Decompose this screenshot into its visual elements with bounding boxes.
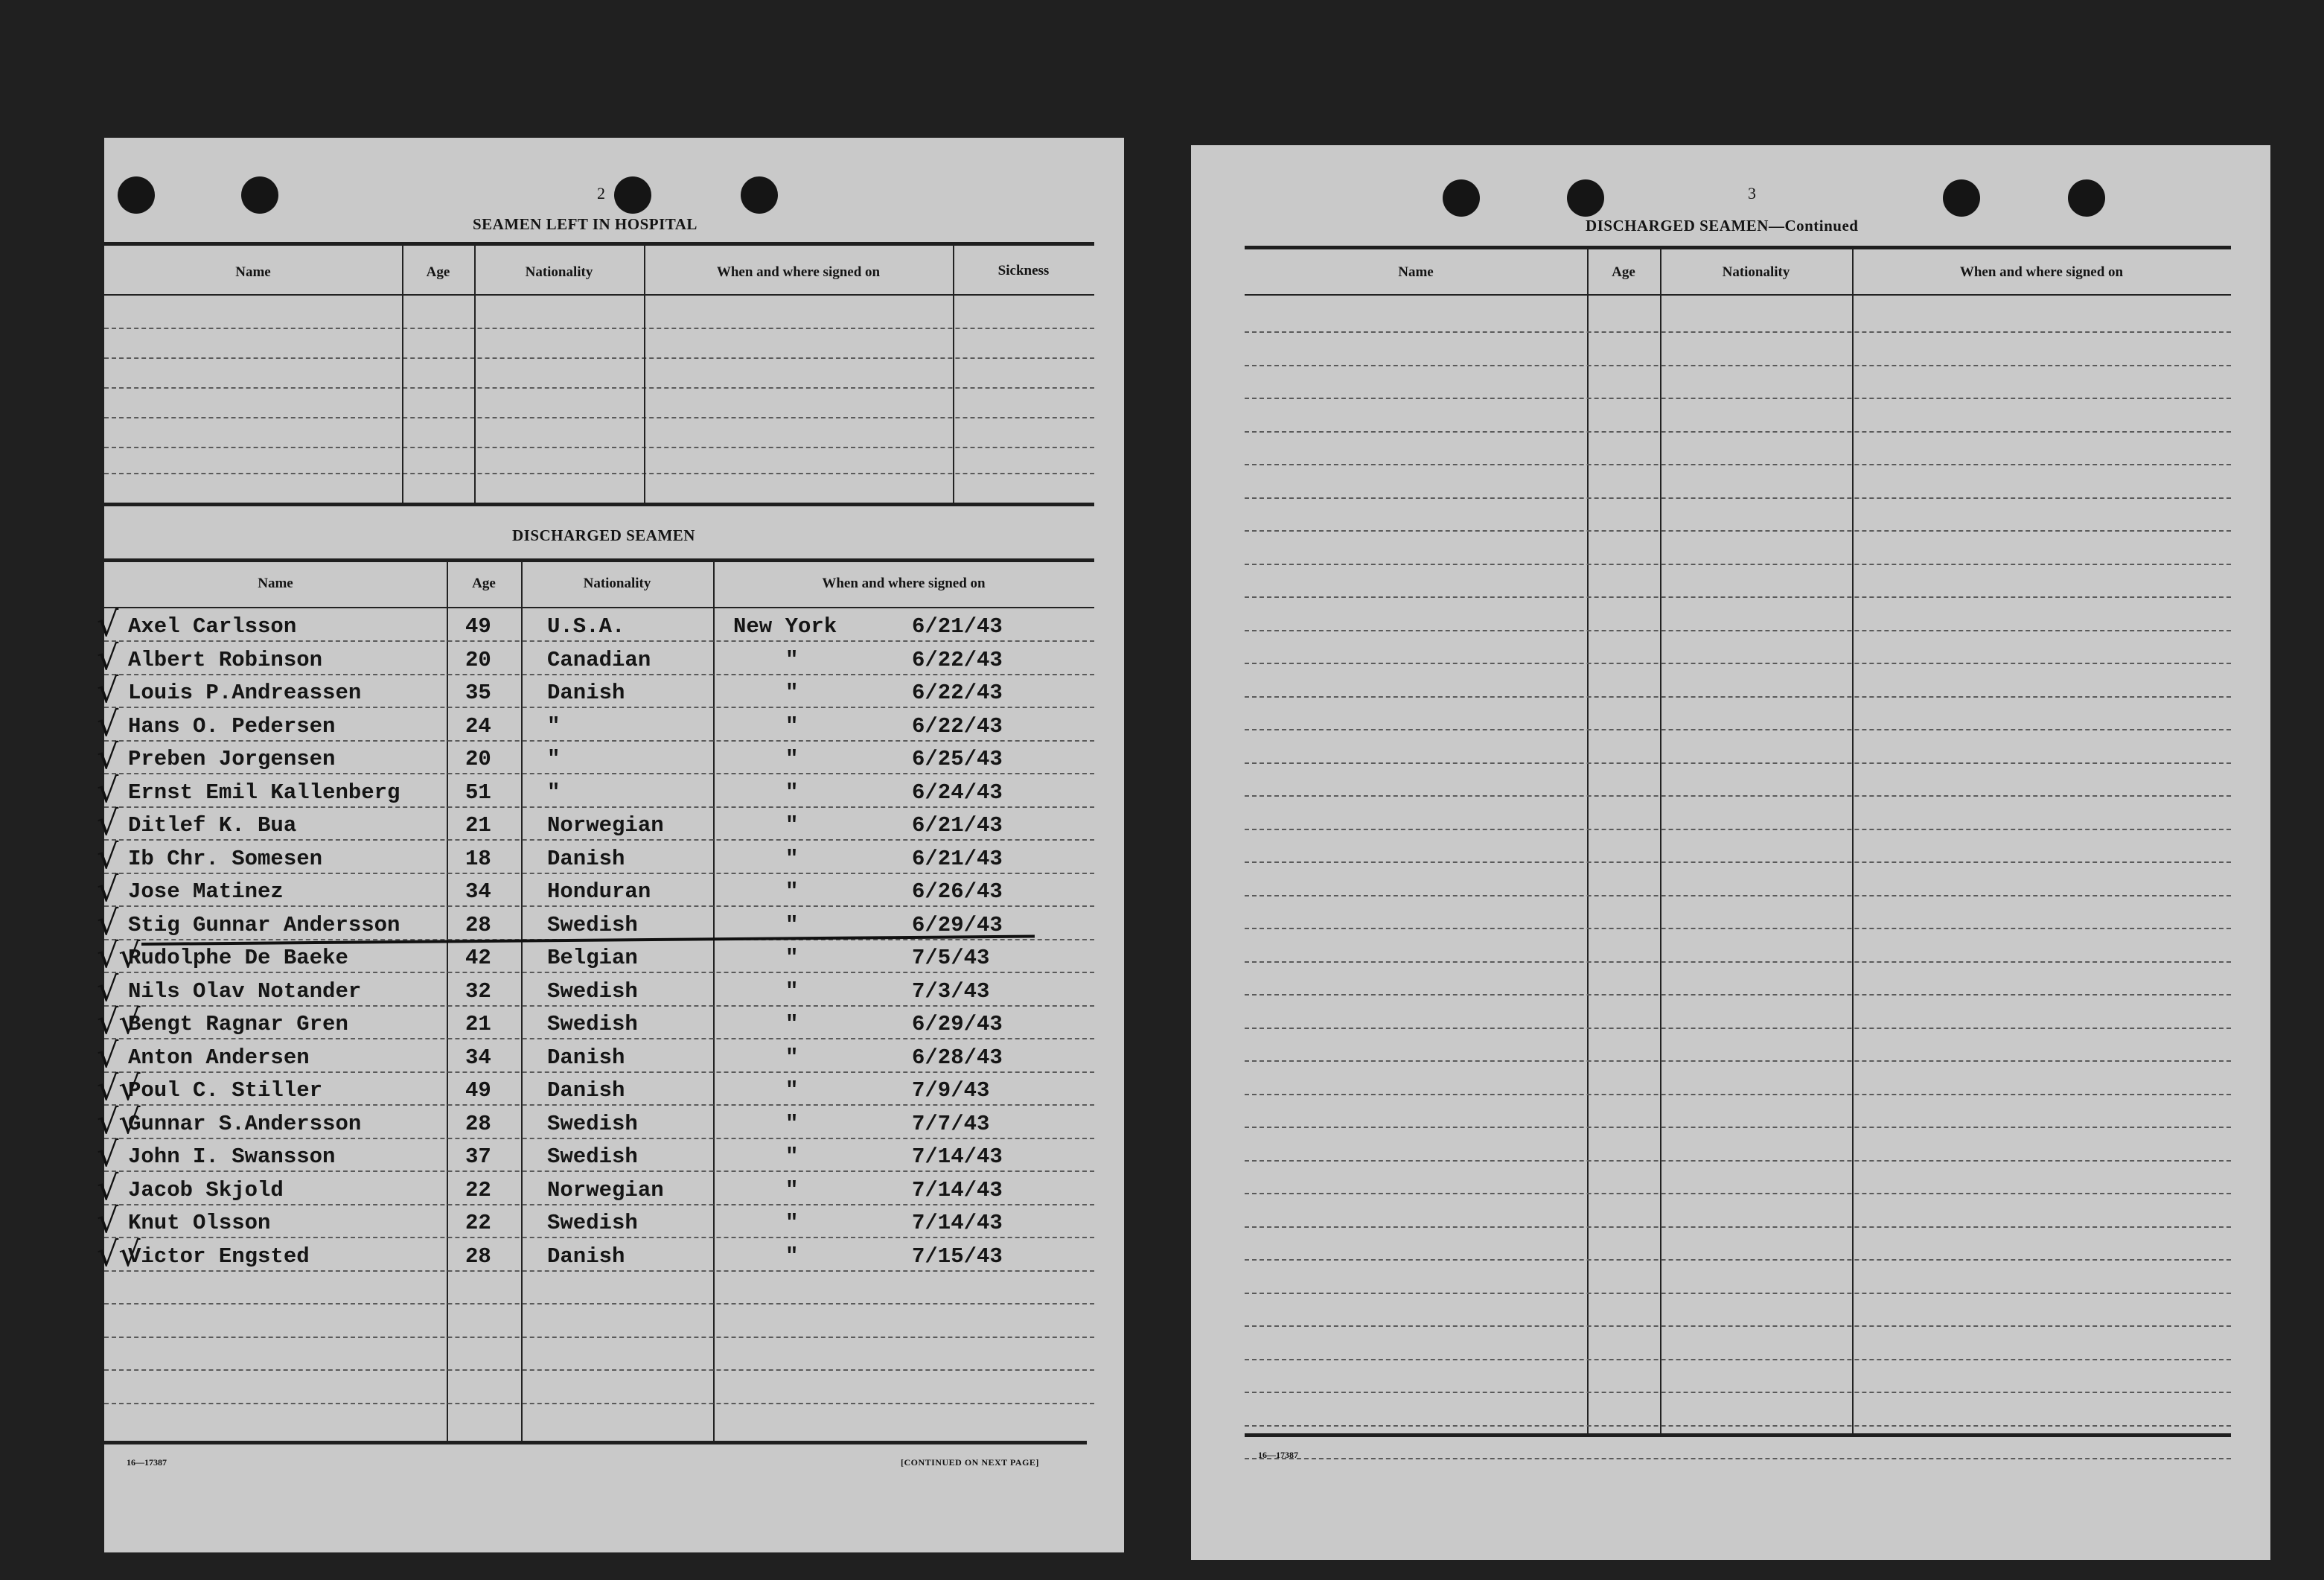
seaman-nationality: Danish (547, 1244, 625, 1269)
table-row-line (104, 1071, 1094, 1073)
table-row-line (104, 707, 1094, 708)
table-row-line (104, 873, 1094, 874)
table-row-line (104, 740, 1094, 742)
seaman-name: Ib Chr. Somesen (128, 847, 323, 871)
signed-on-date: 6/22/43 (912, 714, 1003, 739)
table-row-line (1245, 1425, 2231, 1427)
check-mark: √ (97, 803, 119, 843)
right-col-divider (1660, 248, 1661, 1433)
table-row-line (1245, 861, 2231, 863)
table-row-line (1245, 497, 2231, 499)
check-mark: √ (97, 1035, 119, 1075)
seaman-nationality: Swedish (547, 1012, 638, 1036)
hospital-row-line (104, 417, 1094, 418)
table-row-line (1245, 696, 2231, 698)
seaman-age: 32 (465, 979, 491, 1004)
table-row-line (104, 1403, 1094, 1404)
right-bottom-rule (1245, 1433, 2231, 1437)
seaman-name: John I. Swansson (128, 1144, 336, 1169)
signed-on-place: " (785, 1178, 799, 1202)
seaman-nationality: Norwegian (547, 813, 664, 838)
seaman-name: Axel Carlsson (128, 614, 297, 639)
signed-on-date: 7/14/43 (912, 1178, 1003, 1202)
table-row-line (104, 1104, 1094, 1106)
table-row-line (104, 905, 1094, 907)
signed-on-date: 6/21/43 (912, 614, 1003, 639)
right-col-header: Name (1398, 264, 1434, 280)
seaman-name: Hans O. Pedersen (128, 714, 336, 739)
signed-on-place: " (785, 1012, 799, 1036)
seaman-age: 49 (465, 614, 491, 639)
seaman-age: 20 (465, 747, 491, 771)
signed-on-place: " (785, 946, 799, 970)
page-number: 2 (597, 184, 605, 203)
signed-on-place: " (785, 1045, 799, 1070)
right-col-divider (1587, 248, 1589, 1433)
table-row-line (104, 1038, 1094, 1039)
signed-on-place: " (785, 813, 799, 838)
check-mark: √ (97, 869, 119, 909)
seaman-name: Louis P.Andreassen (128, 681, 362, 705)
hospital-row-line (104, 328, 1094, 329)
discharged-col-header: Age (472, 576, 496, 591)
signed-on-date: 7/15/43 (912, 1244, 1003, 1269)
seaman-age: 37 (465, 1144, 491, 1169)
table-row-line (1245, 1193, 2231, 1194)
seaman-nationality: Honduran (547, 879, 651, 904)
seaman-name: Knut Olsson (128, 1211, 271, 1235)
table-row-line (1245, 1325, 2231, 1327)
table-row-line (1245, 1127, 2231, 1128)
check-mark: √ (97, 604, 119, 644)
discharged-top-rule (104, 558, 1094, 562)
table-row-line (1245, 398, 2231, 399)
table-row-line (104, 1270, 1094, 1272)
signed-on-date: 7/5/43 (912, 946, 990, 970)
seaman-name: Albert Robinson (128, 648, 323, 672)
seaman-name: Nils Olav Notander (128, 979, 362, 1004)
seaman-age: 49 (465, 1078, 491, 1103)
signed-on-place: " (785, 648, 799, 672)
discharged-section-title: DISCHARGED SEAMEN (512, 526, 695, 544)
signed-on-date: 6/22/43 (912, 648, 1003, 672)
left-page (97, 138, 1124, 1552)
table-row-line (1245, 331, 2231, 333)
punch-hole-icon (2068, 179, 2105, 217)
signed-on-place: " (785, 1078, 799, 1103)
punch-hole-icon (241, 176, 278, 214)
seaman-age: 42 (465, 946, 491, 970)
signed-on-place: " (785, 681, 799, 705)
table-row-line (1245, 762, 2231, 764)
discharged-col-header: When and where signed on (822, 576, 986, 591)
hospital-row-line (104, 447, 1094, 448)
hospital-row-line (104, 473, 1094, 474)
signed-on-place: " (785, 1244, 799, 1269)
seaman-age: 20 (465, 648, 491, 672)
right-header-rule (1245, 294, 2231, 296)
form-number: 16—17387 (127, 1457, 167, 1468)
table-row-line (1245, 464, 2231, 465)
seaman-nationality: " (547, 780, 561, 805)
hospital-col-divider (474, 244, 476, 503)
signed-on-date: 7/7/43 (912, 1112, 990, 1136)
seaman-nationality: Swedish (547, 913, 638, 937)
seaman-name: Rudolphe De Baeke (128, 946, 348, 970)
table-row-line (104, 1138, 1094, 1139)
signed-on-place: New York (733, 614, 837, 639)
table-row-line (104, 1204, 1094, 1205)
table-row-line (1245, 365, 2231, 366)
seaman-age: 35 (465, 681, 491, 705)
seaman-name: Ernst Emil Kallenberg (128, 780, 400, 805)
form-number: 16—17387 (1258, 1450, 1298, 1460)
seaman-nationality: Canadian (547, 648, 651, 672)
seaman-nationality: Swedish (547, 979, 638, 1004)
signed-on-place: " (785, 979, 799, 1004)
table-row-line (1245, 1160, 2231, 1162)
signed-on-place: " (785, 913, 799, 937)
seaman-nationality: Swedish (547, 1144, 638, 1169)
signed-on-date: 6/25/43 (912, 747, 1003, 771)
table-row-line (104, 674, 1094, 675)
right-col-header: When and where signed on (1959, 264, 2124, 280)
seaman-name: Bengt Ragnar Gren (128, 1012, 348, 1036)
table-row-line (104, 773, 1094, 774)
check-mark: √ (97, 1134, 119, 1174)
check-mark: √ (97, 637, 119, 678)
seaman-name: Anton Andersen (128, 1045, 310, 1070)
discharged-col-header: Nationality (583, 576, 651, 591)
continued-note: [CONTINUED ON NEXT PAGE] (901, 1457, 1039, 1468)
signed-on-date: 7/14/43 (912, 1211, 1003, 1235)
check-mark: √√ (97, 1001, 141, 1042)
table-row-line (1245, 928, 2231, 929)
right-col-divider (1852, 248, 1854, 1433)
discharged-col-divider (447, 561, 448, 1441)
hospital-bottom-rule (104, 503, 1094, 506)
signed-on-date: 7/9/43 (912, 1078, 990, 1103)
table-row-line (1245, 961, 2231, 963)
right-col-header: Nationality (1722, 264, 1790, 280)
signed-on-date: 6/21/43 (912, 813, 1003, 838)
seaman-age: 28 (465, 1244, 491, 1269)
discharged-header-rule (104, 607, 1094, 608)
table-row-line (1245, 729, 2231, 730)
check-mark: √ (97, 736, 119, 777)
table-row-line (1245, 1458, 2231, 1459)
punch-hole-icon (1943, 179, 1980, 217)
seaman-age: 28 (465, 1112, 491, 1136)
signed-on-place: " (785, 780, 799, 805)
seaman-age: 18 (465, 847, 491, 871)
signed-on-place: " (785, 879, 799, 904)
discharged-col-header: Name (258, 576, 293, 591)
signed-on-place: " (785, 714, 799, 739)
right-col-header: Age (1612, 264, 1635, 280)
check-mark: √√ (97, 935, 141, 975)
check-mark: √√ (97, 1068, 141, 1108)
table-row-line (1245, 1359, 2231, 1360)
signed-on-date: 6/29/43 (912, 913, 1003, 937)
check-mark: √ (97, 770, 119, 810)
hospital-col-header: Age (426, 264, 450, 280)
signed-on-date: 7/14/43 (912, 1144, 1003, 1169)
table-row-line (104, 806, 1094, 808)
check-mark: √ (97, 836, 119, 876)
discharged-bottom-rule (104, 1441, 1087, 1444)
seaman-age: 51 (465, 780, 491, 805)
table-row-line (104, 839, 1094, 841)
seaman-name: Poul C. Stiller (128, 1078, 323, 1103)
table-row-line (1245, 795, 2231, 797)
hospital-row-line (104, 387, 1094, 389)
table-row-line (1245, 1060, 2231, 1062)
signed-on-place: " (785, 747, 799, 771)
signed-on-place: " (785, 1144, 799, 1169)
table-row-line (1245, 596, 2231, 598)
seaman-nationality: Swedish (547, 1112, 638, 1136)
table-row-line (104, 1237, 1094, 1238)
seaman-age: 21 (465, 1012, 491, 1036)
table-row-line (1245, 630, 2231, 631)
table-row-line (1245, 1226, 2231, 1228)
punch-hole-icon (741, 176, 778, 214)
seaman-nationality: " (547, 747, 561, 771)
punch-hole-icon (1443, 179, 1480, 217)
check-mark: √ (97, 704, 119, 744)
seaman-nationality: Danish (547, 847, 625, 871)
table-row-line (104, 1369, 1094, 1371)
signed-on-place: " (785, 1211, 799, 1235)
check-mark: √√ (97, 1234, 141, 1274)
signed-on-place: " (785, 847, 799, 871)
hospital-section-title: SEAMEN LEFT IN HOSPITAL (473, 215, 697, 233)
seaman-age: 24 (465, 714, 491, 739)
table-row-line (104, 1005, 1094, 1007)
punch-hole-icon (614, 176, 651, 214)
seaman-age: 22 (465, 1178, 491, 1202)
seaman-nationality: Belgian (547, 946, 638, 970)
table-row-line (104, 1303, 1094, 1305)
table-row-line (1245, 895, 2231, 896)
table-row-line (1245, 1094, 2231, 1095)
table-row-line (104, 1337, 1094, 1338)
check-mark: √ (97, 670, 119, 710)
seaman-age: 34 (465, 1045, 491, 1070)
right-page (1191, 145, 2270, 1560)
punch-hole-icon (118, 176, 155, 214)
table-row-line (104, 640, 1094, 642)
seaman-age: 21 (465, 813, 491, 838)
seaman-age: 34 (465, 879, 491, 904)
seaman-nationality: U.S.A. (547, 614, 625, 639)
table-row-line (104, 1170, 1094, 1172)
hospital-top-rule (104, 242, 1094, 246)
seaman-nationality: Danish (547, 681, 625, 705)
hospital-col-divider (402, 244, 403, 503)
seaman-nationality: Danish (547, 1045, 625, 1070)
seaman-age: 28 (465, 913, 491, 937)
check-mark: √ (97, 1168, 119, 1208)
signed-on-date: 6/28/43 (912, 1045, 1003, 1070)
table-row-line (1245, 1028, 2231, 1029)
discharged-col-divider (713, 561, 715, 1441)
hospital-col-header: When and where signed on (716, 264, 881, 280)
punch-hole-icon (1567, 179, 1604, 217)
hospital-row-line (104, 357, 1094, 359)
continued-section-title: DISCHARGED SEAMEN—Continued (1586, 217, 1859, 235)
hospital-col-divider (644, 244, 645, 503)
table-row-line (1245, 1259, 2231, 1261)
table-row-line (1245, 530, 2231, 532)
discharged-col-divider (521, 561, 523, 1441)
hospital-header-rule (104, 294, 1094, 296)
signed-on-date: 7/3/43 (912, 979, 990, 1004)
signed-on-date: 6/21/43 (912, 847, 1003, 871)
table-row-line (1245, 564, 2231, 565)
table-row-line (1245, 994, 2231, 996)
table-row-line (104, 972, 1094, 973)
seaman-age: 22 (465, 1211, 491, 1235)
seaman-name: Jose Matinez (128, 879, 284, 904)
hospital-col-header: Sickness (997, 263, 1050, 278)
seaman-nationality: " (547, 714, 561, 739)
table-row-line (1245, 1392, 2231, 1393)
hospital-col-header: Nationality (525, 264, 593, 280)
signed-on-place: " (785, 1112, 799, 1136)
page-number: 3 (1748, 184, 1756, 203)
seaman-name: Victor Engsted (128, 1244, 310, 1269)
seaman-name: Jacob Skjold (128, 1178, 284, 1202)
right-top-rule (1245, 246, 2231, 249)
signed-on-date: 6/22/43 (912, 681, 1003, 705)
seaman-nationality: Swedish (547, 1211, 638, 1235)
seaman-name: Ditlef K. Bua (128, 813, 297, 838)
seaman-name: Gunnar S.Andersson (128, 1112, 362, 1136)
hospital-col-divider (953, 244, 954, 503)
table-row-line (1245, 829, 2231, 830)
table-row-line (1245, 663, 2231, 664)
seaman-name: Stig Gunnar Andersson (128, 913, 400, 937)
hospital-col-header: Name (235, 264, 271, 280)
table-row-line (1245, 431, 2231, 433)
seaman-nationality: Norwegian (547, 1178, 664, 1202)
seaman-nationality: Danish (547, 1078, 625, 1103)
check-mark: √ (97, 902, 119, 943)
check-mark: √√ (97, 1101, 141, 1141)
signed-on-date: 6/26/43 (912, 879, 1003, 904)
check-mark: √ (97, 1200, 119, 1240)
table-row-line (1245, 1293, 2231, 1294)
seaman-name: Preben Jorgensen (128, 747, 336, 771)
check-mark: √ (97, 969, 119, 1009)
signed-on-date: 6/29/43 (912, 1012, 1003, 1036)
signed-on-date: 6/24/43 (912, 780, 1003, 805)
